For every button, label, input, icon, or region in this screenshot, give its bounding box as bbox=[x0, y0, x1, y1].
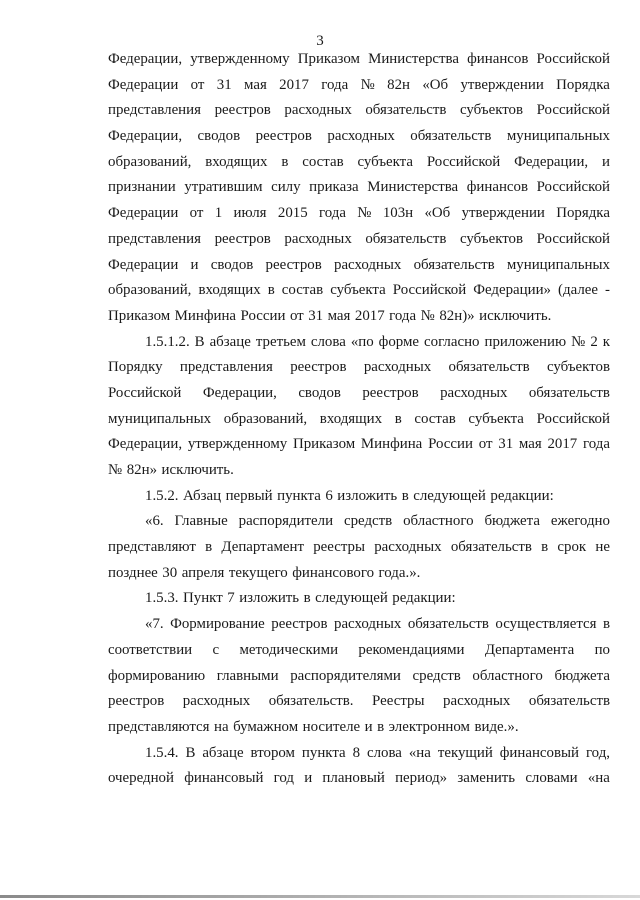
word: от bbox=[289, 307, 304, 324]
word: Федерации, bbox=[108, 436, 183, 453]
word: 82н» bbox=[126, 462, 158, 478]
word: абзаце bbox=[209, 333, 251, 350]
word: реестров bbox=[362, 384, 419, 401]
word: «Об bbox=[424, 205, 451, 222]
word: признании bbox=[108, 179, 176, 196]
word: представления bbox=[179, 359, 273, 376]
text-line bbox=[108, 47, 610, 73]
word: бюджета bbox=[484, 513, 540, 530]
word: В bbox=[194, 333, 205, 350]
word: Российской bbox=[536, 179, 610, 196]
text-line bbox=[108, 253, 610, 279]
word: субъектов bbox=[460, 230, 524, 247]
word: средств bbox=[343, 513, 393, 530]
word: от bbox=[190, 76, 205, 93]
text-line bbox=[108, 484, 610, 510]
word: образований, bbox=[108, 153, 192, 170]
word: 2017 bbox=[547, 436, 578, 453]
word: сводов bbox=[197, 128, 241, 145]
word: абзаце bbox=[202, 744, 244, 761]
word: носителе bbox=[302, 718, 361, 735]
word: года bbox=[583, 436, 610, 453]
word: бюджета bbox=[554, 667, 610, 684]
text-line bbox=[108, 278, 610, 304]
word: областного bbox=[403, 513, 474, 530]
word: первый bbox=[225, 487, 273, 504]
word: 1.5.4. bbox=[145, 744, 179, 761]
word: формированию bbox=[108, 667, 206, 684]
word: и bbox=[364, 718, 373, 735]
word: Федерации, bbox=[108, 128, 183, 145]
word: расходных bbox=[182, 693, 251, 710]
word: реестров bbox=[214, 102, 271, 119]
word: представления bbox=[108, 230, 201, 247]
word: срок bbox=[557, 539, 587, 556]
word: расходных bbox=[284, 102, 352, 119]
word: силу bbox=[271, 179, 301, 196]
word: Федерации bbox=[108, 205, 179, 222]
word: ежегодно bbox=[550, 513, 610, 530]
word: Министерства bbox=[368, 51, 459, 67]
word: пункта bbox=[301, 744, 346, 761]
word: 1 bbox=[214, 205, 223, 222]
word: муниципальных bbox=[506, 128, 610, 145]
word: от bbox=[478, 436, 493, 453]
text-line bbox=[108, 612, 610, 638]
word: года bbox=[389, 307, 417, 324]
word: в bbox=[602, 616, 610, 633]
word: 2017 bbox=[354, 307, 385, 324]
word: обязательств bbox=[365, 102, 447, 119]
text-line bbox=[108, 227, 610, 253]
text-line bbox=[108, 535, 610, 561]
word: - bbox=[605, 282, 610, 299]
word: 7 bbox=[227, 590, 235, 607]
word: Федерации, bbox=[108, 51, 183, 67]
text-line bbox=[108, 355, 610, 381]
word: очередной bbox=[108, 770, 174, 787]
word: 2017 bbox=[279, 76, 309, 93]
word: год bbox=[273, 770, 294, 787]
word: Федерации bbox=[108, 76, 179, 93]
word: в bbox=[377, 718, 385, 735]
word: методическими bbox=[239, 641, 339, 658]
word: утверждении bbox=[460, 76, 544, 93]
word: обязательств bbox=[407, 616, 489, 633]
word: № bbox=[108, 462, 123, 478]
word: расходных bbox=[284, 230, 352, 247]
word: года bbox=[318, 205, 346, 222]
word: областного bbox=[472, 667, 543, 684]
word: в bbox=[205, 539, 213, 556]
text-line bbox=[108, 509, 610, 535]
word: апреля bbox=[181, 564, 225, 581]
word: обязательств bbox=[528, 693, 610, 710]
word: Департамента bbox=[484, 641, 575, 658]
scan-edge-line bbox=[0, 895, 640, 898]
word: форме bbox=[378, 333, 420, 350]
word: изложить bbox=[337, 487, 398, 504]
word: Российской bbox=[536, 102, 610, 119]
word: расходных bbox=[374, 539, 442, 556]
word: и bbox=[602, 153, 610, 170]
word: утвержденному bbox=[190, 51, 290, 67]
word: Реестры bbox=[372, 693, 425, 710]
word: текущий bbox=[437, 744, 493, 761]
word: осуществляется bbox=[495, 616, 597, 633]
word: финансового bbox=[292, 564, 375, 581]
word: мая bbox=[244, 76, 267, 93]
word: представляются bbox=[108, 718, 210, 735]
word: Федерации» bbox=[473, 282, 551, 299]
word: от bbox=[189, 205, 204, 222]
word: июля bbox=[233, 205, 267, 222]
text-line bbox=[108, 330, 610, 356]
word: исключить. bbox=[161, 462, 234, 478]
word: 82н)» bbox=[439, 307, 475, 324]
word: реестров bbox=[271, 616, 328, 633]
word: реестров bbox=[214, 230, 271, 247]
word: и bbox=[190, 256, 199, 273]
word: главными bbox=[216, 667, 279, 684]
word: финансовый bbox=[184, 770, 264, 787]
word: обязательств bbox=[365, 230, 447, 247]
word: 1.5.3. bbox=[145, 590, 179, 607]
text-line bbox=[108, 175, 610, 201]
text-line bbox=[108, 407, 610, 433]
word: рекомендациями bbox=[358, 641, 465, 658]
word: 103н bbox=[382, 205, 414, 222]
word: слова bbox=[366, 744, 402, 761]
word: 31 bbox=[216, 76, 232, 93]
word: Федерации, bbox=[514, 153, 589, 170]
word: в bbox=[401, 487, 409, 504]
word: субъектов bbox=[460, 102, 524, 119]
word: состав bbox=[414, 410, 456, 427]
text-line bbox=[108, 561, 610, 587]
word: расходных bbox=[327, 128, 395, 145]
word: следующей bbox=[413, 487, 486, 504]
word: не bbox=[595, 539, 610, 556]
word: Минфина bbox=[174, 307, 237, 324]
word: утверждении bbox=[461, 205, 545, 222]
word: в bbox=[267, 282, 275, 299]
word: «6. bbox=[145, 513, 164, 530]
word: 8 bbox=[352, 744, 361, 761]
word: обязательств bbox=[413, 256, 495, 273]
word: сводов bbox=[210, 256, 254, 273]
word: обязательств bbox=[528, 384, 610, 401]
word: электронном bbox=[388, 718, 470, 735]
word: в bbox=[303, 590, 311, 607]
word: расходных bbox=[334, 256, 402, 273]
word: года bbox=[321, 76, 349, 93]
word: распорядители bbox=[238, 513, 334, 530]
word: на bbox=[214, 718, 229, 735]
word: № bbox=[420, 307, 435, 324]
word: обязательств bbox=[448, 359, 530, 376]
word: Абзац bbox=[183, 487, 222, 504]
word: финансов bbox=[466, 179, 528, 196]
word: образований, bbox=[223, 410, 308, 427]
text-line bbox=[108, 201, 610, 227]
text-line bbox=[108, 150, 610, 176]
word: расходных bbox=[334, 616, 402, 633]
text-line bbox=[108, 664, 610, 690]
word: следующей bbox=[315, 590, 388, 607]
word: состав bbox=[302, 153, 344, 170]
word: и bbox=[304, 770, 313, 787]
word: образований, bbox=[108, 282, 192, 299]
word: Федерации bbox=[108, 256, 179, 273]
word: России bbox=[428, 436, 473, 453]
word: мая bbox=[327, 307, 351, 324]
page-number: 3 bbox=[316, 33, 324, 49]
word: словами bbox=[525, 770, 578, 787]
word: бумажном bbox=[233, 718, 299, 735]
document-body bbox=[108, 47, 610, 792]
word: год, bbox=[585, 744, 610, 761]
word: изложить bbox=[239, 590, 300, 607]
text-line bbox=[108, 124, 610, 150]
word: входящих bbox=[205, 153, 268, 170]
word: финансов bbox=[467, 51, 529, 67]
word: слова bbox=[310, 333, 346, 350]
word: финансовый bbox=[499, 744, 579, 761]
word: входящих bbox=[319, 410, 383, 427]
word: реестров bbox=[108, 693, 165, 710]
word: «Об bbox=[422, 76, 449, 93]
word: период» bbox=[395, 770, 448, 787]
word: Российской bbox=[536, 51, 610, 67]
word: сводов bbox=[298, 384, 341, 401]
word: с bbox=[212, 641, 220, 658]
word: Формирование bbox=[170, 616, 265, 633]
word: представляют bbox=[108, 539, 196, 556]
word: реестров bbox=[265, 256, 322, 273]
word: Приказом bbox=[108, 307, 171, 324]
word: распорядителями bbox=[290, 667, 401, 684]
text-line bbox=[108, 432, 610, 458]
word: Порядка bbox=[556, 205, 610, 222]
word: средств bbox=[412, 667, 461, 684]
word: заменить bbox=[457, 770, 516, 787]
word: (далее bbox=[558, 282, 598, 299]
word: приказа bbox=[309, 179, 359, 196]
text-line bbox=[108, 689, 610, 715]
word: Порядку bbox=[108, 359, 163, 376]
word: 2015 bbox=[277, 205, 308, 222]
word: года.». bbox=[378, 564, 421, 581]
word: пункта bbox=[277, 487, 321, 504]
word: субъекта bbox=[468, 410, 524, 427]
word: 2 bbox=[590, 333, 598, 350]
word: исключить. bbox=[479, 307, 552, 324]
word: «по bbox=[350, 333, 374, 350]
text-line bbox=[108, 586, 610, 612]
word: «7. bbox=[145, 616, 164, 633]
word: плановый bbox=[322, 770, 385, 787]
text-line bbox=[108, 304, 610, 330]
text-line bbox=[108, 381, 610, 407]
word: редакции: bbox=[490, 487, 554, 504]
word: Федерации, bbox=[202, 384, 277, 401]
word: субъекта bbox=[357, 153, 413, 170]
word: Приказом bbox=[292, 436, 356, 453]
word: по bbox=[594, 641, 610, 658]
word: Департамент bbox=[221, 539, 304, 556]
word: расходных bbox=[443, 693, 511, 710]
word: представления bbox=[108, 102, 201, 119]
word: № bbox=[571, 333, 586, 350]
word: реестры bbox=[313, 539, 365, 556]
word: Минфина bbox=[360, 436, 423, 453]
word: Порядка bbox=[556, 76, 610, 93]
word: состав bbox=[281, 282, 324, 299]
word: реестров bbox=[290, 359, 347, 376]
word: обязательств bbox=[450, 539, 532, 556]
word: Министерства bbox=[367, 179, 459, 196]
word: «на bbox=[408, 744, 431, 761]
word: утратившим bbox=[184, 179, 263, 196]
word: муниципальных bbox=[108, 410, 212, 427]
text-line bbox=[108, 715, 610, 741]
text-line bbox=[108, 638, 610, 664]
word: муниципальных bbox=[506, 256, 610, 273]
word: 1.5.1.2. bbox=[145, 333, 190, 350]
word: втором bbox=[250, 744, 295, 761]
word: Приказом bbox=[297, 51, 360, 67]
word: расходных bbox=[363, 359, 432, 376]
word: к bbox=[602, 333, 610, 350]
text-line bbox=[108, 766, 610, 792]
text-line bbox=[108, 741, 610, 767]
word: обязательств bbox=[410, 128, 492, 145]
word: приложению bbox=[484, 333, 567, 350]
word: субъекта bbox=[330, 282, 386, 299]
word: Пункт bbox=[183, 590, 223, 607]
text-line bbox=[108, 98, 610, 124]
word: соответствии bbox=[108, 641, 193, 658]
word: редакции: bbox=[392, 590, 456, 607]
word: утвержденному bbox=[187, 436, 288, 453]
word: Главные bbox=[174, 513, 228, 530]
word: реестров bbox=[255, 128, 312, 145]
word: В bbox=[185, 744, 196, 761]
word: Российской bbox=[426, 153, 501, 170]
text-line bbox=[108, 458, 610, 484]
word: 31 bbox=[308, 307, 324, 324]
word: 82н bbox=[387, 76, 410, 93]
word: Российской bbox=[536, 230, 610, 247]
word: расходных bbox=[440, 384, 508, 401]
word: обязательств. bbox=[268, 693, 354, 710]
word: 6 bbox=[325, 487, 333, 504]
word: 31 bbox=[498, 436, 514, 453]
word: 1.5.2. bbox=[145, 487, 179, 504]
word: № bbox=[357, 205, 372, 222]
word: в bbox=[541, 539, 549, 556]
word: России bbox=[240, 307, 286, 324]
word: Российской bbox=[392, 282, 467, 299]
word: субъектов bbox=[546, 359, 610, 376]
word: текущего bbox=[228, 564, 288, 581]
word: согласно bbox=[424, 333, 480, 350]
word: позднее bbox=[108, 564, 158, 581]
word: в bbox=[394, 410, 402, 427]
word: входящих bbox=[198, 282, 261, 299]
word: Российской bbox=[536, 410, 610, 427]
text-line bbox=[108, 73, 610, 99]
word: № bbox=[360, 76, 375, 93]
word: виде.». bbox=[474, 718, 519, 735]
word: 30 bbox=[162, 564, 178, 581]
word: третьем bbox=[255, 333, 306, 350]
word: Российской bbox=[108, 384, 182, 401]
word: в bbox=[281, 153, 289, 170]
word: мая bbox=[518, 436, 542, 453]
word: «на bbox=[587, 770, 610, 787]
